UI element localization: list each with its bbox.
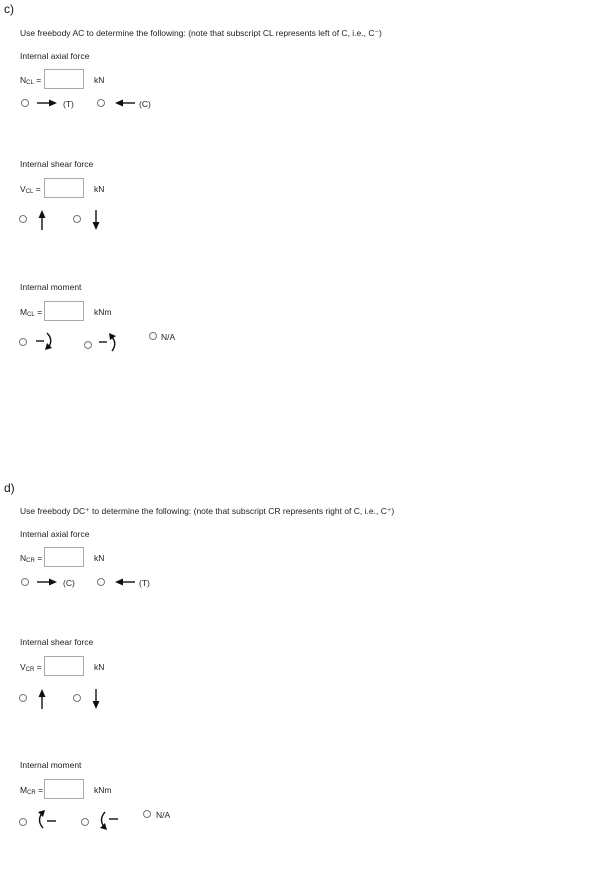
moment-arrow-icon [99,331,121,353]
d-axial-heading: Internal axial force [20,529,90,539]
d-axial-label: $N_{CR}$ = [20,553,43,564]
c-moment-input[interactable] [44,301,84,321]
c-shear-unit: kN [94,184,105,194]
part-d-label: d) [4,481,15,495]
c-shear-radio-down[interactable] [73,215,81,223]
c-moment-radio-ccw[interactable] [19,338,27,346]
d-moment-radio-ccw[interactable] [19,818,27,826]
c-axial-radio-left[interactable] [97,99,105,107]
arrow-up-icon [38,689,46,709]
d-moment-heading: Internal moment [20,760,82,770]
d-axial-radio-left[interactable] [97,578,105,586]
c-axial-opt1-label: (T) [63,99,74,109]
d-axial-opt1-label: (C) [63,578,75,588]
d-shear-radio-up[interactable] [19,694,27,702]
moment-arrow-icon [96,809,120,831]
c-moment-heading: Internal moment [20,282,82,292]
c-axial-radio-right[interactable] [21,99,29,107]
c-shear-radio-up[interactable] [19,215,27,223]
c-moment-radio-cw[interactable] [84,341,92,349]
arrow-up-icon [38,210,46,230]
c-shear-heading: Internal shear force [20,159,94,169]
d-shear-heading: Internal shear force [20,637,94,647]
d-axial-input[interactable] [44,547,84,567]
c-moment-na-label: N/A [161,332,176,342]
c-shear-label: $V_{CL}$ = [20,184,41,195]
moment-arrow-icon [36,330,58,352]
d-moment-input[interactable] [44,779,84,799]
arrow-down-icon [92,689,100,709]
d-moment-radio-na[interactable] [143,810,151,818]
part-d-instruction: Use freebody DC⁺ to determine the following: (note that subscript CR represents right of C, i.e., C⁺) [20,506,395,516]
arrow-right-icon [37,578,57,586]
d-shear-input[interactable] [44,656,84,676]
d-shear-unit: kN [94,662,105,672]
d-axial-radio-right[interactable] [21,578,29,586]
d-shear-label: $V_{CR}$ = [20,662,42,673]
c-moment-unit: kNm [94,307,112,317]
c-axial-input[interactable] [44,69,84,89]
arrow-down-icon [92,210,100,230]
c-axial-heading: Internal axial force [20,51,90,61]
d-shear-radio-down[interactable] [73,694,81,702]
arrow-left-icon [115,99,135,107]
part-c-label: c) [4,2,14,16]
part-c-instruction: Use freebody AC to determine the following: (note that subscript CL represents left of C, i.e., C⁻) [20,28,382,38]
moment-arrow-icon [34,809,58,831]
c-moment-label: $M_{CL}$ = [20,307,43,318]
c-moment-radio-na[interactable] [149,332,157,340]
c-shear-input[interactable] [44,178,84,198]
d-moment-na-label: N/A [156,810,171,820]
arrow-right-icon [37,99,57,107]
c-axial-opt2-label: (C) [139,99,151,109]
c-axial-label: $N_{CL}$ = [20,75,42,86]
arrow-left-icon [115,578,135,586]
d-axial-opt2-label: (T) [139,578,150,588]
d-axial-unit: kN [94,553,105,563]
c-axial-unit: kN [94,75,105,85]
d-moment-radio-cw[interactable] [81,818,89,826]
d-moment-label: $M_{CR}$ = [20,785,44,796]
d-moment-unit: kNm [94,785,112,795]
